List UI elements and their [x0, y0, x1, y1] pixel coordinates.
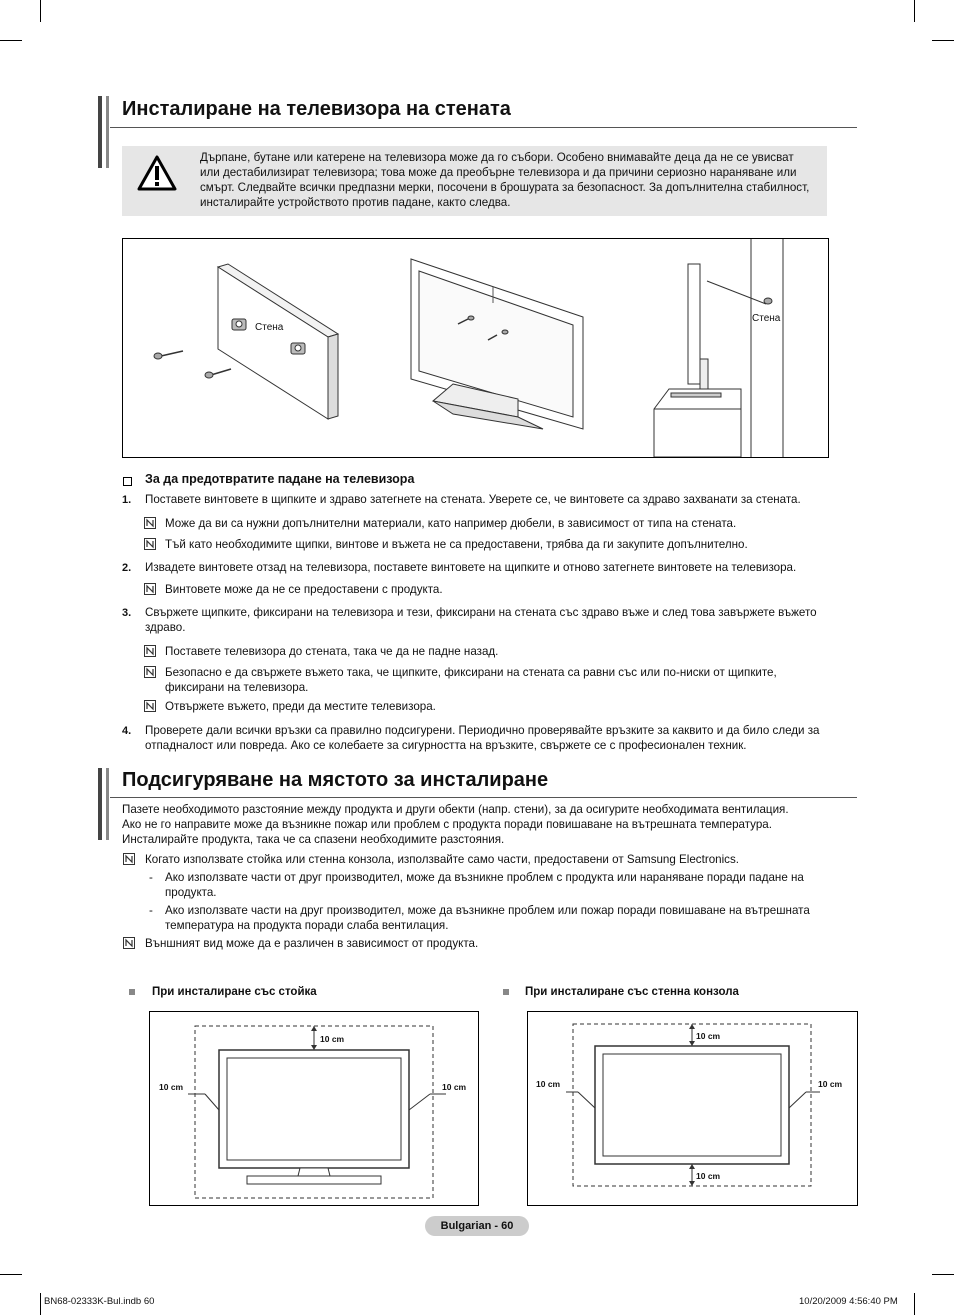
stand-heading: При инсталиране със стойка — [152, 986, 317, 998]
file-info: BN68-02333K-Bul.indb 60 — [44, 1296, 155, 1307]
step-number: 1. — [122, 494, 132, 506]
step-text: здраво. — [145, 621, 186, 634]
wall-label: Стена — [752, 313, 781, 324]
note-text: Поставете телевизора до стената, така че да не падне назад. — [165, 645, 499, 658]
note-icon — [123, 853, 135, 865]
wall-mount-illustration — [123, 239, 828, 457]
note-text: фиксирани на телевизора. — [165, 681, 309, 694]
square-bullet-icon — [503, 989, 509, 995]
distance-label: 10 cm — [696, 1171, 721, 1181]
dash-bullet: - — [149, 871, 153, 884]
distance-label: 10 cm — [159, 1082, 184, 1092]
crop-mark — [40, 1293, 41, 1315]
wall-clearance-figure — [527, 1011, 858, 1206]
wall-mount-figure — [122, 238, 829, 458]
distance-label: 10 cm — [320, 1034, 345, 1044]
note-text: Тъй като необходимите щипки, винтове и въжета не са предоставени, трябва да ги закупите допълнително. — [165, 538, 748, 551]
wall-heading: При инсталиране със стенна конзола — [525, 986, 739, 998]
note-icon — [123, 937, 135, 949]
dash-bullet: - — [149, 904, 153, 917]
step-number: 2. — [122, 562, 132, 574]
section-bar — [98, 96, 102, 168]
wall-clearance-diagram — [528, 1012, 857, 1205]
dash-text: Ако използвате части на друг производител, може да възникне проблем или пожар поради повишаване на вътрешната — [165, 904, 810, 917]
step-number: 4. — [122, 725, 132, 737]
square-bullet-icon — [129, 989, 135, 995]
note-icon — [144, 517, 156, 529]
dash-text: Ако използвате части от друг производител, може да възникне проблем с продукта или нараняване поради падане на — [165, 871, 804, 884]
note-icon — [144, 583, 156, 595]
note-text: Външният вид може да е различен в зависимост от продукта. — [145, 937, 479, 950]
section-title: Инсталиране на телевизора на стената — [122, 98, 511, 120]
stand-clearance-diagram — [150, 1012, 478, 1205]
dash-text: температура на продукта поради слаба вентилация. — [165, 919, 449, 932]
section-title: Подсигуряване на мястото за инсталиране — [122, 769, 549, 791]
title-rule — [110, 797, 857, 798]
wall-label: Стена — [255, 322, 284, 333]
checkbox-bullet-icon — [123, 477, 132, 486]
title-rule — [110, 127, 857, 128]
stand-clearance-figure — [149, 1011, 479, 1206]
note-icon — [144, 666, 156, 678]
crop-mark — [914, 0, 915, 22]
warning-icon — [137, 155, 177, 191]
note-text: Когато използвате стойка или стенна конзола, използвайте само части, предоставени от Samsung Electronics. — [145, 853, 739, 866]
note-text: Отвържете въжето, преди да местите телевизора. — [165, 700, 436, 713]
distance-label: 10 cm — [696, 1031, 721, 1041]
note-text: Безопасно е да свържете въжето така, че щипките, фиксирани на стената са равни със или по-ниски от щипките, — [165, 666, 777, 679]
step-text: Свържете щипките, фиксирани на телевизора и тези, фиксирани на стената със здраво въже и след това завържете въжето — [145, 606, 817, 619]
crop-mark — [914, 1293, 915, 1315]
crop-mark — [932, 40, 954, 41]
note-text: Винтовете може да не се предоставени с продукта. — [165, 583, 443, 596]
distance-label: 10 cm — [536, 1079, 561, 1089]
intro-text: Инсталирайте продукта, така че са спазени необходимите разстояния. — [122, 833, 505, 846]
intro-text: Ако не го направите може да възникне пожар или проблем с продукта поради повишаване на вътрешната температура. — [122, 818, 772, 831]
step-text: Проверете дали всички връзки са правилно подсигурени. Периодично проверявайте връзките за каквито и да било следи за — [145, 724, 820, 737]
dash-text: продукта. — [165, 886, 217, 899]
step-text: Извадете винтовете отзад на телевизора, поставете винтовете на щипките и отново затегнете винтовете на телевизора. — [145, 561, 797, 574]
distance-label: 10 cm — [442, 1082, 467, 1092]
crop-mark — [40, 0, 41, 22]
crop-mark — [932, 1274, 954, 1275]
section-bar — [106, 768, 109, 840]
page-number: Bulgarian - 60 — [425, 1216, 529, 1236]
crop-mark — [0, 1274, 22, 1275]
warning-text: Дърпане, бутане или катерене на телевизора може да го събори. Особено внимавайте деца да не се увисват или дестабилизират телевизора; това може да преобърне телевизора и да причини сериозно нараняване или смърт. Следвайте всички предпазни мерки, посочени в брошурата за безопасност. За допълнителна стабилност, инсталирайте устройството против падане, както следва. — [200, 151, 810, 209]
step-text: отпадналост или повреда. Ако се колебаете за сигурността на връзките, свържете се с професионален техник. — [145, 739, 747, 752]
note-text: Може да ви са нужни допълнителни материали, като например дюбели, в зависимост от типа на стената. — [165, 517, 737, 530]
note-icon — [144, 645, 156, 657]
section-bar — [98, 768, 102, 840]
subheading: За да предотвратите падане на телевизора — [145, 472, 415, 486]
print-date: 10/20/2009 4:56:40 PM — [799, 1296, 898, 1307]
note-icon — [144, 538, 156, 550]
section-bar — [106, 96, 109, 168]
intro-text: Пазете необходимото разстояние между продукта и други обекти (напр. стени), за да осигурите необходимата вентилация. — [122, 803, 789, 816]
note-icon — [144, 700, 156, 712]
crop-mark — [0, 40, 22, 41]
distance-label: 10 cm — [818, 1079, 843, 1089]
step-number: 3. — [122, 607, 132, 619]
step-text: Поставете винтовете в щипките и здраво затегнете на стената. Уверете се, че винтовете са здраво захванати за стената. — [145, 493, 801, 506]
